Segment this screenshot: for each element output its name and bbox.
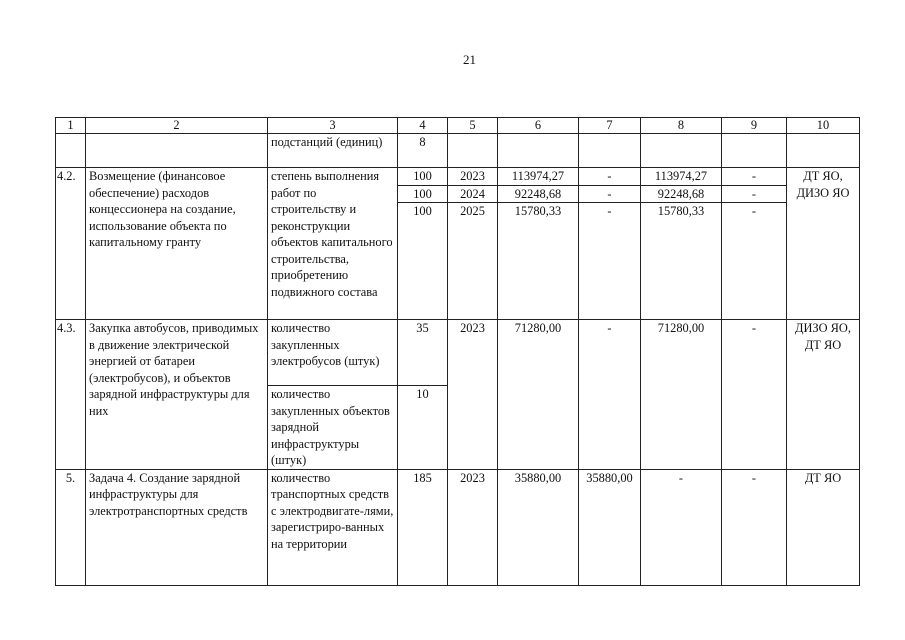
col7-cell: 35880,00 [579,469,641,585]
total-cell: 15780,33 [498,203,579,320]
indicator-value: 35 [398,320,448,386]
indicator-value: 8 [398,134,448,168]
col9-cell: - [722,168,787,186]
measure-name: Возмещение (финансовое обеспечение) расходов концессионера на создание, использование объекта по капитальному гранту [86,168,268,320]
indicator-cell: количество закупленных объектов зарядной инфраструктуры (штук) [268,386,398,470]
indicator-cell: количество закупленных электробусов (штук) [268,320,398,386]
indicator-value: 185 [398,469,448,585]
col-header-10: 10 [787,118,860,134]
col8-cell: 71280,00 [641,320,722,470]
indicator-value: 100 [398,185,448,203]
program-table [55,117,860,586]
col8-cell: - [641,469,722,585]
indicator-value: 10 [398,386,448,470]
col-header-8: 8 [641,118,722,134]
year-cell: 2023 [448,168,498,186]
total-cell: 35880,00 [498,469,579,585]
table-row-4-2-a [56,168,860,186]
col8-cell: 15780,33 [641,203,722,320]
col9-cell: - [722,203,787,320]
responsible-cell: ДТ ЯО [787,469,860,585]
row-number: 4.2. [56,168,86,320]
indicator-cell: степень выполнения работ по строительству и реконструкции объектов капитального строительства, приобретению подвижного состава [268,168,398,320]
year-cell: 2023 [448,320,498,470]
measure-name: Задача 4. Создание зарядной инфраструктуры для электротранспортных средств [86,469,268,585]
measure-name: Закупка автобусов, приводимых в движение электрической энергией от батареи (электробусов), и объектов зарядной инфраструктуры для них [86,320,268,470]
col7-cell: - [579,320,641,470]
col-header-2: 2 [86,118,268,134]
table-row-4-3-a [56,320,860,386]
total-cell: 92248,68 [498,185,579,203]
col9-cell: - [722,320,787,470]
row-number: 5. [56,469,86,585]
responsible-cell: ДТ ЯО, ДИЗО ЯО [787,168,860,320]
col9-cell: - [722,185,787,203]
responsible-cell: ДИЗО ЯО, ДТ ЯО [787,320,860,470]
table-row-5 [56,469,860,585]
col7-cell: - [579,185,641,203]
indicator-cell: количество транспортных средств с электродвигате-лями, зарегистриро-ванных на территории [268,469,398,585]
col8-cell: 113974,27 [641,168,722,186]
table-row-carryover [56,134,860,168]
col9-cell: - [722,469,787,585]
page-number: 21 [463,52,476,67]
year-cell: 2023 [448,469,498,585]
header-row [56,118,860,134]
col-header-5: 5 [448,118,498,134]
indicator-cell: подстанций (единиц) [268,134,398,168]
year-cell: 2025 [448,203,498,320]
col7-cell: - [579,168,641,186]
col-header-3: 3 [268,118,398,134]
row-number: 4.3. [56,320,86,470]
total-cell: 113974,27 [498,168,579,186]
year-cell: 2024 [448,185,498,203]
indicator-value: 100 [398,203,448,320]
col-header-4: 4 [398,118,448,134]
col-header-9: 9 [722,118,787,134]
total-cell: 71280,00 [498,320,579,470]
col-header-7: 7 [579,118,641,134]
col-header-1: 1 [56,118,86,134]
col8-cell: 92248,68 [641,185,722,203]
col7-cell: - [579,203,641,320]
col-header-6: 6 [498,118,579,134]
indicator-value: 100 [398,168,448,186]
